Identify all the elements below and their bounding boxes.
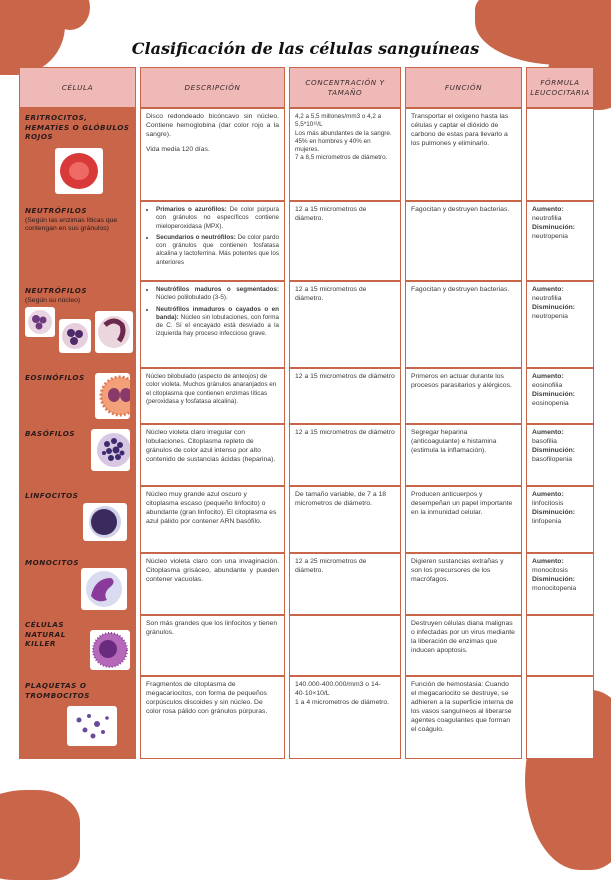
cell-name: BASÓFILOS xyxy=(25,429,76,438)
row-conc-neutrofilos-enzimas: 12 a 15 micrometros de diámetro. xyxy=(289,201,401,281)
row-formula-eosinofilos: Aumento: eosinofilia Disminución: eosinopenia xyxy=(526,368,594,424)
row-formula-neutrofilos-nucleo: Aumento: neutrofilia Disminución: neutropenia xyxy=(526,281,594,368)
cell-name: ERITROCITOS, HEMATÍES O GLÓBULOS ROJOS xyxy=(25,113,130,141)
cell-name: NEUTRÓFILOS xyxy=(25,286,88,295)
header-celula: CÉLULA xyxy=(19,67,136,108)
cell-name: MONOCITOS xyxy=(25,558,80,567)
row-name-linfocitos xyxy=(19,486,136,553)
row-desc-eritrocitos: Disco redondeado bicóncavo sin núcleo. Contiene hemoglobina (dar color rojo a la sangre). Vida media 120 días. xyxy=(140,108,285,201)
page-title: Clasificación de las células sanguíneas xyxy=(131,38,480,58)
row-formula-nk xyxy=(526,615,594,676)
row-formula-linfocitos: Aumento: linfocitosis Disminución: linfopenia xyxy=(526,486,594,553)
row-formula-basofilos: Aumento: basofilia Disminución: basofilopenia xyxy=(526,424,594,486)
header-descripcion: DESCRIPCIÓN xyxy=(140,67,285,108)
row-name-basofilos xyxy=(19,424,136,486)
platelets-image xyxy=(67,706,117,746)
neutrophil-image-2 xyxy=(59,319,91,353)
cell-name: EOSINÓFILOS xyxy=(25,373,85,382)
row-name-neutrofilos-nucleo xyxy=(19,281,136,368)
lymphocyte-image xyxy=(83,503,127,541)
row-conc-basofilos: 12 a 15 micrometros de diámetro xyxy=(289,424,401,486)
row-func-plaquetas: Función de hemostasia: Cuando el megacariocito se destruye, se adhieren a la superficie interna de los vasos sanguíneos al liberarse agentes coagulantes que forman el coágulo. xyxy=(405,676,522,759)
cell-name: CÉLULAS NATURAL KILLER xyxy=(25,620,66,648)
row-func-basofilos: Segregar heparina (anticoagulante) e histamina (estimula la inflamación). xyxy=(405,424,522,486)
neutrophil-image-3 xyxy=(95,311,133,353)
header-concentracion: CONCENTRACIÓN Y TAMAÑO xyxy=(289,67,401,108)
row-name-plaquetas xyxy=(19,676,136,759)
row-formula-neutrofilos-enzimas: Aumento: neutrofilia Disminución: neutropenia xyxy=(526,201,594,281)
neutrophil-icon xyxy=(25,307,55,337)
erythrocyte-image xyxy=(55,148,103,194)
row-conc-plaquetas: 140.000-400.000/mm3 o 14-40·10×10/L 1 a 4 micrometros de diámetro. xyxy=(289,676,401,759)
row-formula-plaquetas xyxy=(526,676,594,759)
cell-subtitle: (Según su núcleo) xyxy=(25,296,81,304)
nk-cell-image xyxy=(90,630,130,670)
row-name-nk xyxy=(19,615,136,676)
monocyte-image xyxy=(81,568,127,610)
eosinophil-image xyxy=(95,373,130,419)
monocyte-icon xyxy=(81,568,127,610)
decorative-blob-bottom-left xyxy=(0,790,80,880)
row-func-eosinofilos: Primeros en actuar durante los procesos parasitarios y alérgicos. xyxy=(405,368,522,424)
row-conc-linfocitos: De tamaño variable, de 7 a 18 micrometros de diámetro. xyxy=(289,486,401,553)
lymphocyte-icon xyxy=(83,503,127,541)
header-funcion: FUNCIÓN xyxy=(405,67,522,108)
row-formula-monocitos: Aumento: monocitosis Disminución: monocitopenia xyxy=(526,553,594,615)
row-func-neutrofilos-enzimas: Fagocitan y destruyen bacterias. xyxy=(405,201,522,281)
nk-cell-icon xyxy=(90,630,130,670)
row-conc-eosinofilos: 12 a 15 micrometros de diámetro xyxy=(289,368,401,424)
row-desc-neutrofilos-nucleo: • Neutrófilos maduros o segmentados: Núcleo polilobulado (3-5). • Neutrófilos inmaduros o cayados o en banda): Núcleo sin lobulaciones, con forma de C. Sí el encayado está desviado a la izquierda hay proceso infeccioso grave. xyxy=(140,281,285,368)
neutrophil-band-icon xyxy=(95,311,133,353)
header-formula: FÓRMULA LEUCOCITARIA xyxy=(526,67,594,108)
basophil-image xyxy=(91,429,130,471)
neutrophil-icon xyxy=(59,319,91,353)
cell-name: NEUTRÓFILOS xyxy=(25,206,88,215)
row-conc-monocitos: 12 a 25 micrometros de diámetro. xyxy=(289,553,401,615)
row-desc-monocitos: Núcleo violeta claro con una invaginación. Citoplasma grisáceo, abundante y pueden contener vacuolas. xyxy=(140,553,285,615)
row-name-eritrocitos xyxy=(19,108,136,201)
row-desc-basofilos: Núcleo violeta claro irregular con lobulaciones. Citoplasma repleto de gránulos de color azul intenso por alto contenido de sustancias ácidas (heparina). xyxy=(140,424,285,486)
row-func-neutrofilos-nucleo: Fagocitan y destruyen bacterias. xyxy=(405,281,522,368)
row-conc-eritrocitos: 4,2 a 5,5 millones/mm3 o 4,2 a 5,5*10¹²/L Los más abundantes de la sangre. 45% en hombres y 40% en mujeres. 7 a 8,5 micrometros de diámetro. xyxy=(289,108,401,201)
erythrocyte-icon xyxy=(55,148,103,194)
row-func-eritrocitos: Transportar el oxígeno hasta las células y captar el dióxido de carbono de estas para llevarlo a los pulmones y eliminarlo. xyxy=(405,108,522,201)
cell-subtitle: (Según las enzimas líticas que contengan en sus gránulos) xyxy=(25,216,118,233)
row-name-monocitos xyxy=(19,553,136,615)
cell-name: LINFOCITOS xyxy=(25,491,79,500)
row-desc-nk: Son más grandes que los linfocitos y tienen gránulos. xyxy=(140,615,285,676)
cell-name: PLAQUETAS O TROMBOCITOS xyxy=(25,681,90,700)
row-desc-neutrofilos-enzimas: • Primarios o azurófilos: De color púrpura con gránulos no específicos contiene mieloperoxidasa (MPX). • Secundarios o neutrófilos: De color pardo con gránulos que contienen fosfatasa alcalina y lactoferrina. Más potentes que los anteriores xyxy=(140,201,285,281)
row-func-monocitos: Digieren sustancias extrañas y son los precursores de los macrófagos. xyxy=(405,553,522,615)
row-conc-neutrofilos-nucleo: 12 a 15 micrometros de diámetro. xyxy=(289,281,401,368)
row-conc-nk xyxy=(289,615,401,676)
row-func-nk: Destruyen células diana malignas o infectadas por un virus mediante la liberación de enzimas que inducen apoptosis. xyxy=(405,615,522,676)
row-desc-linfocitos: Núcleo muy grande azul oscuro y citoplasma escaso (pequeño linfocito) o abundante (gran linfocito). El citoplasma es azul pálido por contener ARN basófilo. xyxy=(140,486,285,553)
neutrophil-image-1 xyxy=(25,307,55,337)
row-formula-eritrocitos xyxy=(526,108,594,201)
blood-cells-table xyxy=(19,67,599,759)
row-name-eosinofilos xyxy=(19,368,136,424)
row-desc-eosinofilos: Núcleo bilobulado (aspecto de anteojos) de color violeta. Muchos gránulos anaranjados en el citoplasma que contienen enzimas líticas (peroxidasa y fosfatasa alcalina). xyxy=(140,368,285,424)
basophil-icon xyxy=(91,429,130,471)
eosinophil-icon xyxy=(95,373,130,419)
platelets-icon xyxy=(67,706,117,746)
row-name-neutrofilos-enzimas xyxy=(19,201,136,281)
row-func-linfocitos: Producen anticuerpos y desempeñan un papel importante en la inmunidad celular. xyxy=(405,486,522,553)
row-desc-plaquetas: Fragmentos de citoplasma de megacariocitos, con forma de pequeños corpúsculos discoides y sin núcleo. De color rosa pálido con gránulos púrpuras. xyxy=(140,676,285,759)
